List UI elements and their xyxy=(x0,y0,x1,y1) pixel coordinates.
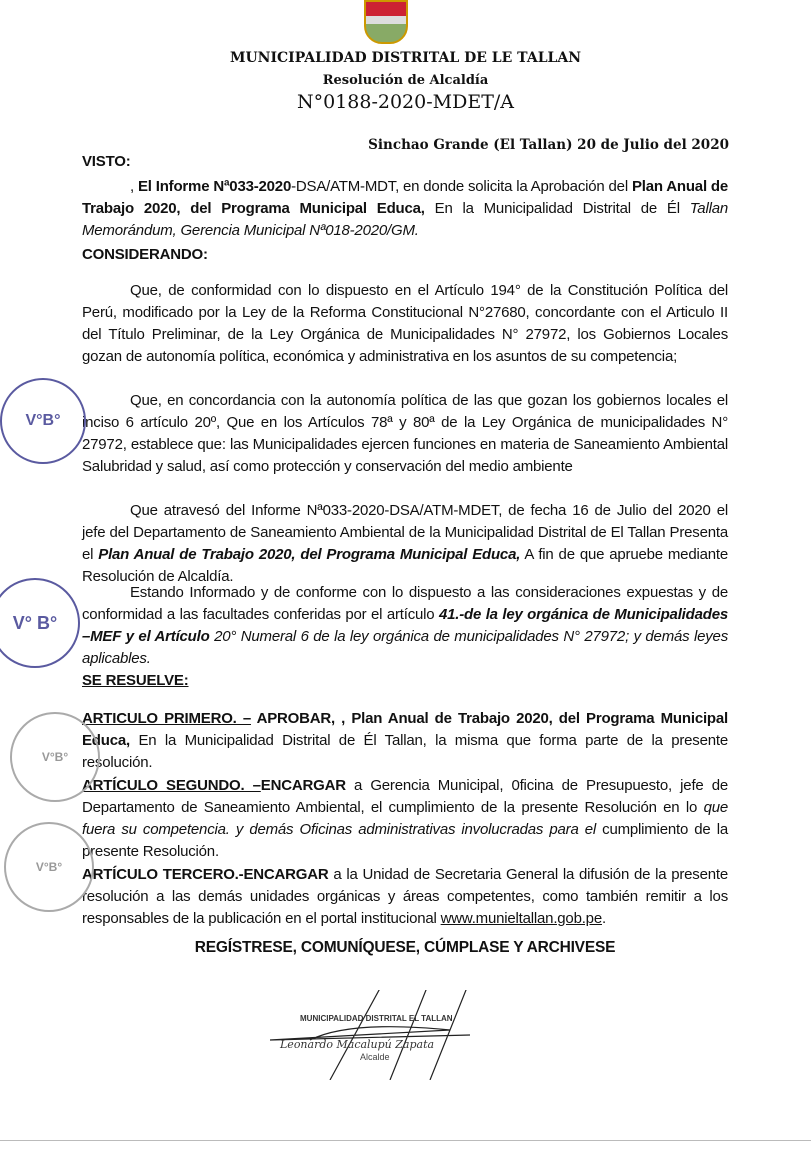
articulo-primero: ARTICULO PRIMERO. – APROBAR, , Plan Anual de Trabajo 2020, del Programa Municipal Educa, En la Municipalidad Distrital de Él Tallan, la misma que forma parte de la presente resolución. xyxy=(82,710,729,771)
portal-link[interactable]: www.munieltallan.gob.pe xyxy=(440,910,602,927)
visto-heading: VISTO: xyxy=(82,153,131,170)
articulo-segundo: ARTÍCULO SEGUNDO. –ENCARGAR a Gerencia Municipal, 0ficina de Presupuesto, jefe de Departamento de Saneamiento Ambiental, el cumplimiento de la presente Resolución en lo que fuera su competencia. y demás Oficinas administrativas involucradas para el cumplimiento de la presente Resolución. xyxy=(82,777,728,860)
closing-formula: REGÍSTRESE, COMUNÍQUESE, CÚMPLASE Y ARCHIVESE xyxy=(194,939,616,956)
se-resuelve-heading: SE RESUELVE: xyxy=(82,672,189,689)
municipal-coat-of-arms-logo xyxy=(364,0,408,44)
page-bottom-divider xyxy=(0,1140,811,1141)
stamp-alcaldia: V°B° xyxy=(0,378,86,464)
considerando-para-3: Que atravesó del Informe Nª033-2020-DSA/ATM-MDET, de fecha 16 de Julio del 2020 el jefe del Departamento de Saneamiento Ambiental de la Municipalidad Distrital de El Tallan Presenta el Plan Anual de Trabajo 2020, del Programa Municipal Educa, A fin de que apruebe mediante Resolución de Alcaldía. xyxy=(82,502,728,585)
signature-seal: MUNICIPALIDAD DISTRITAL EL TALLAN xyxy=(300,1014,453,1023)
document-type: Resolución de Alcaldía xyxy=(322,73,489,88)
place-date: Sinchao Grande (El Tallan) 20 de Julio del 2020 xyxy=(368,137,729,153)
stamp-saneamiento: V°B° xyxy=(4,822,94,912)
mayor-role: Alcalde xyxy=(360,1052,390,1062)
visto-paragraph: , El Informe Nª033-2020-DSA/ATM-MDT, en donde solicita la Aprobación del Plan Anual de Trabajo 2020, del Programa Municipal Educa, En la Municipalidad Distrital de Él Tallan Memorándum, Gerencia Municipal Nª018-2020/GM. xyxy=(82,178,729,239)
mayor-signature xyxy=(270,990,490,1080)
signature-scribble-icon xyxy=(270,990,490,1080)
considerando-para-4: Estando Informado y de conforme con lo dispuesto a las consideraciones expuestas y de conformidad a las facultades conferidas por el artículo 41.-de la ley orgánica de Municipalidades –MEF y el Artículo 20° Numeral 6 de la ley orgánica de municipalidades N° 27972; y demás leyes aplicables. xyxy=(82,584,728,667)
stamp-gerencia: V° B° xyxy=(0,578,80,668)
articulo-tercero: ARTÍCULO TERCERO.-ENCARGAR a la Unidad de Secretaria General la difusión de la presente resolución a las demás unidades orgánicas y áreas competentes, como también remitir a los responsables de la publicación en el portal institucional www.munieltallan.gob.pe. xyxy=(82,866,728,927)
institution-name: MUNICIPALIDAD DISTRITAL DE LE TALLAN xyxy=(229,50,582,66)
considerando-heading: CONSIDERANDO: xyxy=(82,246,208,263)
stamp-planificacion: V°B° xyxy=(10,712,100,802)
considerando-para-2: Que, en concordancia con la autonomía política de las que gozan los gobiernos locales el inciso 6 artículo 20º, Que en los Artículos 78ª y 80ª de la Ley Orgánica de municipalidades N° 27972, establece que: las Municipalidades ejercen funciones en materia de Saneamiento Ambiental Salubridad y salud, así como protección y conservación del medio ambiente xyxy=(82,392,728,475)
considerando-para-1: Que, de conformidad con lo dispuesto en el Artículo 194° de la Constitución Política del Perú, modificado por la Ley de la Reforma Constitucional N°27680, concordante con el Articulo II del Título Preliminar, de la Ley Orgánica de Municipalidades N° 27972, los Gobiernos Locales gozan de autonomía política, económica y administrativa en los asuntos de su competencia; xyxy=(82,282,728,365)
mayor-name: Leonardo Macalupú Zapata xyxy=(280,1038,435,1051)
resolution-number: N°0188-2020-MDET/A xyxy=(296,91,515,113)
